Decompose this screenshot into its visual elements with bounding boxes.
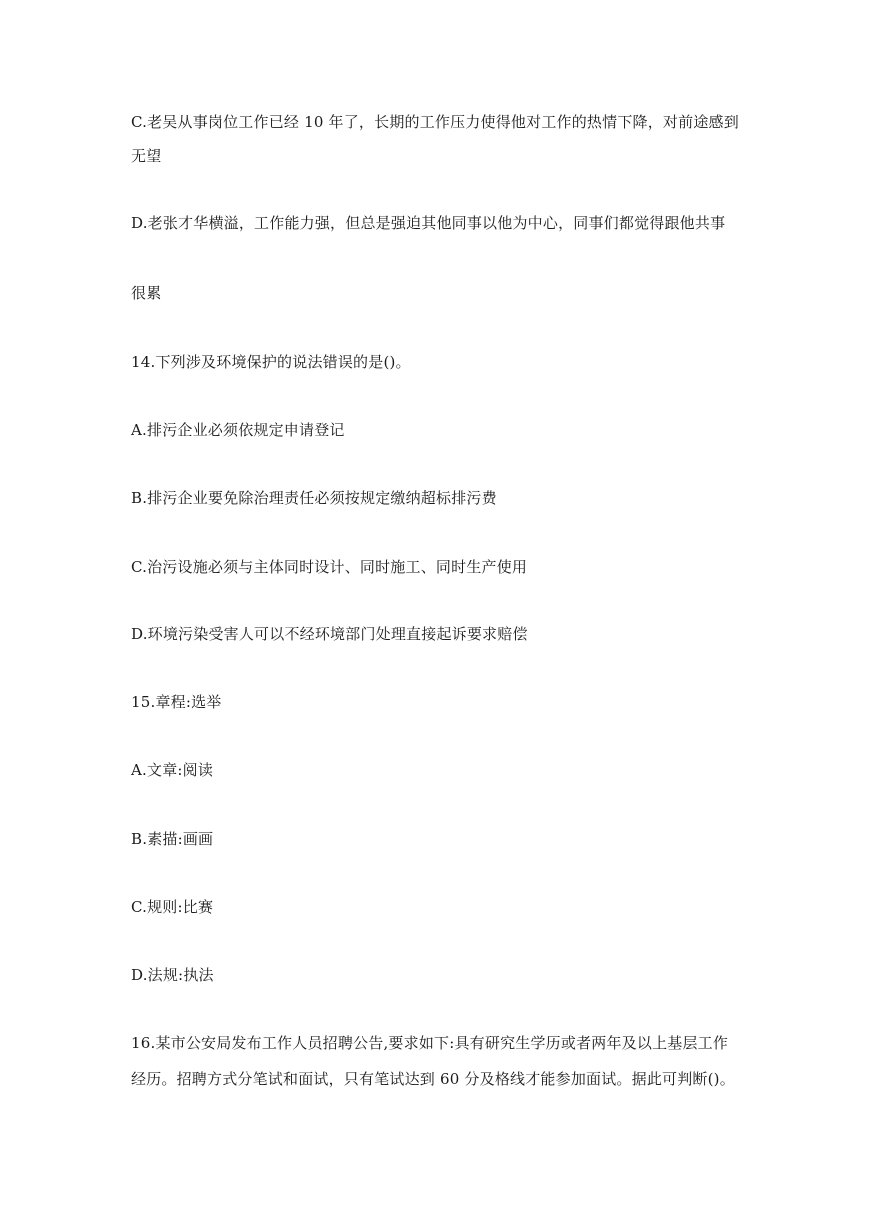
q13-option-d-line1: D.老张才华横溢，工作能力强，但总是强迫其他同事以他为中心，同事们都觉得跟他共事 bbox=[131, 214, 726, 232]
q14-option-a: A.排污企业必须依规定申请登记 bbox=[131, 421, 345, 439]
q15-option-d: D.法规:执法 bbox=[131, 966, 214, 984]
q15-stem: 15.章程:选举 bbox=[131, 693, 222, 711]
q13-option-d-line2: 很累 bbox=[131, 284, 162, 302]
q14-stem: 14.下列涉及环境保护的说法错误的是()。 bbox=[131, 353, 411, 371]
q14-option-d: D.环境污染受害人可以不经环境部门处理直接起诉要求赔偿 bbox=[131, 625, 528, 643]
q14-option-b: B.排污企业要免除治理责任必须按规定缴纳超标排污费 bbox=[131, 489, 497, 507]
q15-option-c: C.规则:比赛 bbox=[131, 898, 214, 916]
q16-stem-line1: 16.某市公安局发布工作人员招聘公告,要求如下:具有研究生学历或者两年及以上基层工作 bbox=[131, 1034, 729, 1052]
q16-stem-line2: 经历。招聘方式分笔试和面试，只有笔试达到 60 分及格线才能参加面试。据此可判断()。 bbox=[131, 1070, 735, 1088]
q15-option-b: B.素描:画画 bbox=[131, 830, 214, 848]
q14-option-c: C.治污设施必须与主体同时设计、同时施工、同时生产使用 bbox=[131, 558, 528, 576]
q13-option-c-line2: 无望 bbox=[131, 147, 162, 165]
q13-option-c-line1: C.老吴从事岗位工作已经 10 年了，长期的工作压力使得他对工作的热情下降，对前途感到 bbox=[131, 113, 739, 131]
q15-option-a: A.文章:阅读 bbox=[131, 761, 214, 779]
